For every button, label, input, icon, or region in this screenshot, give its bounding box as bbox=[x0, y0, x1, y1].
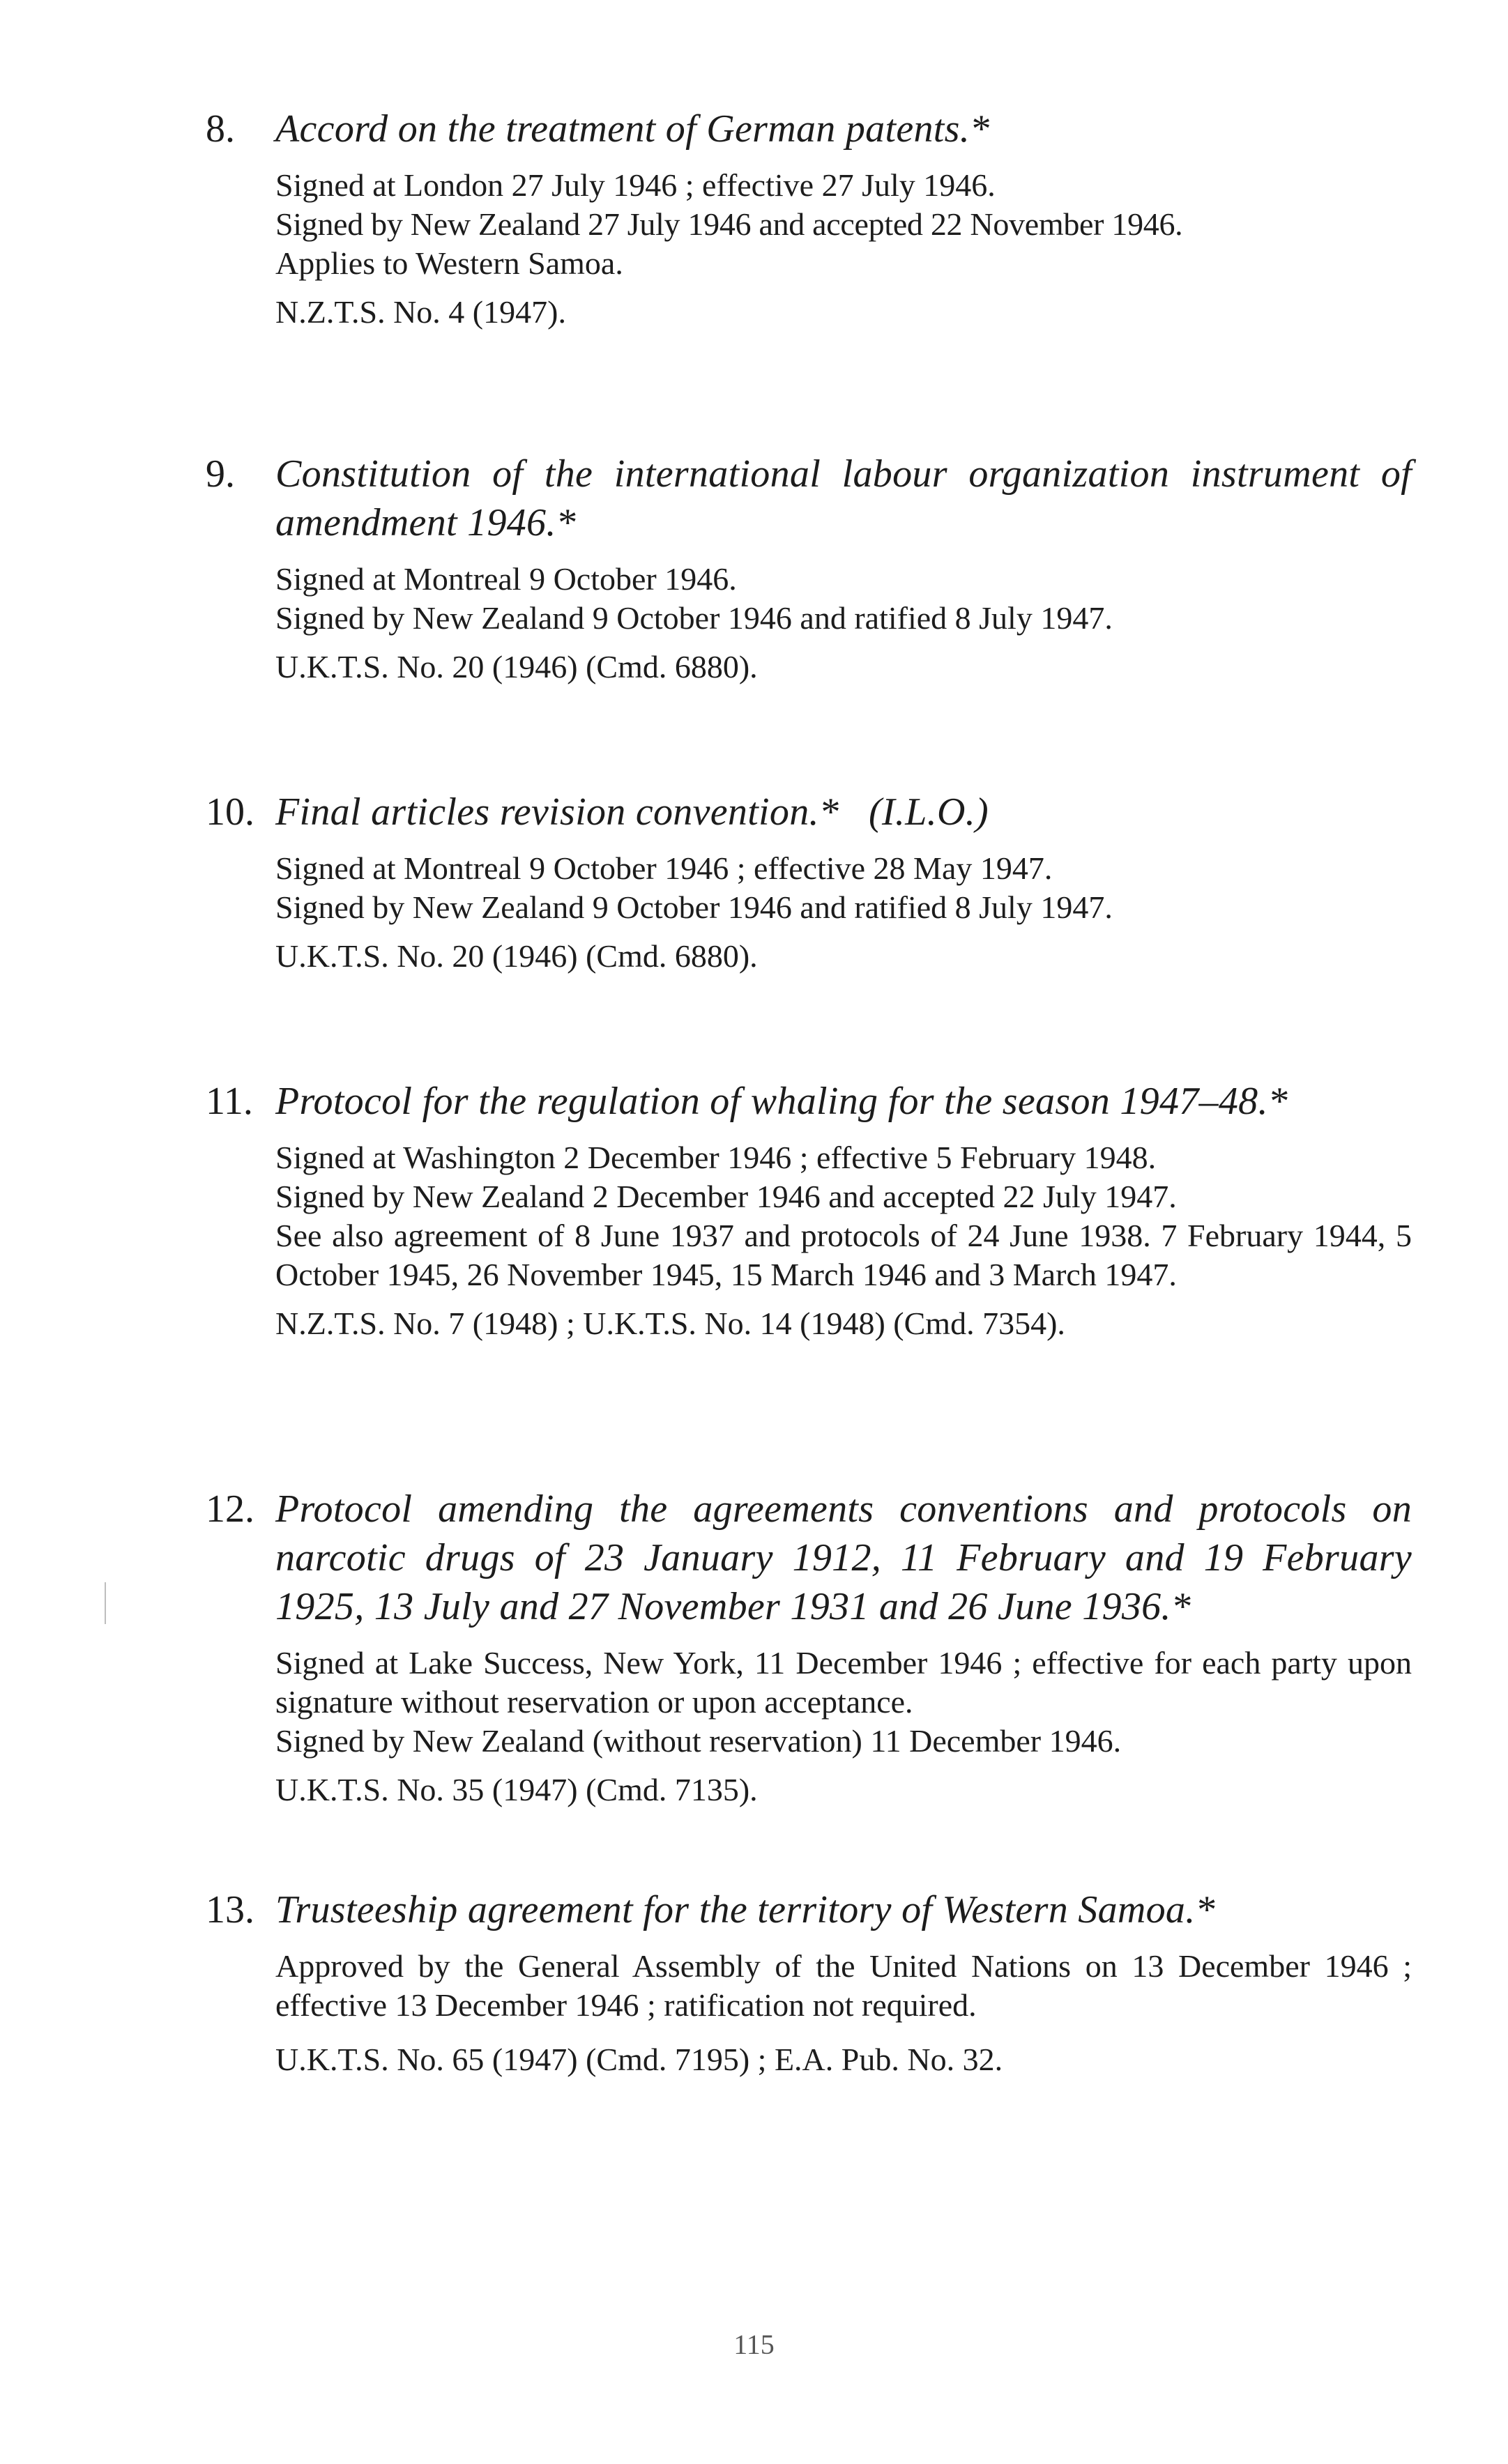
entry-reference: U.K.T.S. No. 20 (1946) (Cmd. 6880). bbox=[275, 938, 758, 974]
entry-heading bbox=[206, 450, 1412, 547]
entry-paragraph: Signed at Montreal 9 October 1946 ; effective 28 May 1947. bbox=[275, 850, 1053, 886]
entry-paragraph: See also agreement of 8 June 1937 and protocols of 24 June 1938. 7 February 1944, 5 October 1945, 26 November 1945, 15 March 1946 and 3 March 1947. bbox=[275, 1218, 1412, 1292]
entry-reference: N.Z.T.S. No. 7 (1948) ; U.K.T.S. No. 14 (1948) (Cmd. 7354). bbox=[275, 1306, 1065, 1341]
entry-number: 11. bbox=[206, 1080, 253, 1123]
entry-heading bbox=[206, 1885, 1412, 1934]
entry-body bbox=[275, 1644, 1412, 1809]
entry-paragraph: Signed by New Zealand 2 December 1946 and accepted 22 July 1947. bbox=[275, 1179, 1177, 1214]
treaty-entry-9 bbox=[206, 450, 1412, 687]
entry-reference: U.K.T.S. No. 65 (1947) (Cmd. 7195) ; E.A. Pub. No. 32. bbox=[275, 2042, 1003, 2077]
entry-paragraph: Signed by New Zealand 9 October 1946 and ratified 8 July 1947. bbox=[275, 889, 1113, 925]
entry-number: 13. bbox=[206, 1888, 254, 1931]
margin-mark bbox=[105, 1582, 106, 1624]
entry-body bbox=[275, 849, 1412, 976]
entry-reference: U.K.T.S. No. 35 (1947) (Cmd. 7135). bbox=[275, 1772, 758, 1807]
treaty-entry-13 bbox=[206, 1885, 1412, 2079]
entry-paragraph: Signed by New Zealand 27 July 1946 and accepted 22 November 1946. bbox=[275, 206, 1183, 242]
entry-number: 9. bbox=[206, 452, 235, 496]
entry-paragraph: Approved by the General Assembly of the United Nations on 13 December 1946 ; effective 13 December 1946 ; ratification not required. bbox=[275, 1948, 1412, 2023]
treaty-entry-8 bbox=[206, 105, 1412, 332]
entry-body bbox=[275, 1947, 1412, 2079]
entry-reference: N.Z.T.S. No. 4 (1947). bbox=[275, 294, 566, 330]
entry-number: 8. bbox=[206, 107, 235, 151]
entry-title: Constitution of the international labour organization instrument of amendment 1946.* bbox=[275, 452, 1412, 544]
entry-paragraph: Applies to Western Samoa. bbox=[275, 245, 623, 281]
entry-body bbox=[275, 1138, 1412, 1343]
entry-number: 12. bbox=[206, 1487, 254, 1531]
entry-title: Accord on the treatment of German patents.* bbox=[275, 107, 990, 151]
entry-paragraph: Signed at Lake Success, New York, 11 December 1946 ; effective for each party upon signature without reservation or upon acceptance. bbox=[275, 1645, 1412, 1720]
treaty-entry-11 bbox=[206, 1077, 1412, 1343]
entry-paragraph: Signed at London 27 July 1946 ; effective 27 July 1946. bbox=[275, 167, 996, 203]
entry-heading bbox=[206, 1077, 1412, 1126]
entry-paragraph: Signed by New Zealand 9 October 1946 and ratified 8 July 1947. bbox=[275, 600, 1113, 636]
entry-title: Protocol for the regulation of whaling for the season 1947–48.* bbox=[275, 1080, 1288, 1123]
treaty-entry-12 bbox=[206, 1485, 1412, 1809]
entry-title: Protocol amending the agreements conventions and protocols on narcotic drugs of 23 January 1912, 11 February and 19 February 1925, 13 July and 27 November 1931 and 26 June 1936.* bbox=[275, 1487, 1412, 1628]
entry-title: Final articles revision convention.* (I.L.O.) bbox=[275, 790, 989, 834]
treaty-entry-10 bbox=[206, 788, 1412, 976]
entry-reference: U.K.T.S. No. 20 (1946) (Cmd. 6880). bbox=[275, 649, 758, 684]
entry-heading bbox=[206, 105, 1412, 153]
entry-paragraph: Signed by New Zealand (without reservation) 11 December 1946. bbox=[275, 1723, 1122, 1759]
entry-body bbox=[275, 560, 1412, 687]
entry-number: 10. bbox=[206, 790, 254, 834]
entry-body bbox=[275, 166, 1412, 332]
page-number: 115 bbox=[733, 2329, 775, 2360]
entry-heading bbox=[206, 1485, 1412, 1631]
entry-title: Trusteeship agreement for the territory of Western Samoa.* bbox=[275, 1888, 1215, 1931]
entry-paragraph: Signed at Montreal 9 October 1946. bbox=[275, 561, 737, 597]
entry-heading bbox=[206, 788, 1412, 836]
entry-paragraph: Signed at Washington 2 December 1946 ; effective 5 February 1948. bbox=[275, 1140, 1157, 1175]
